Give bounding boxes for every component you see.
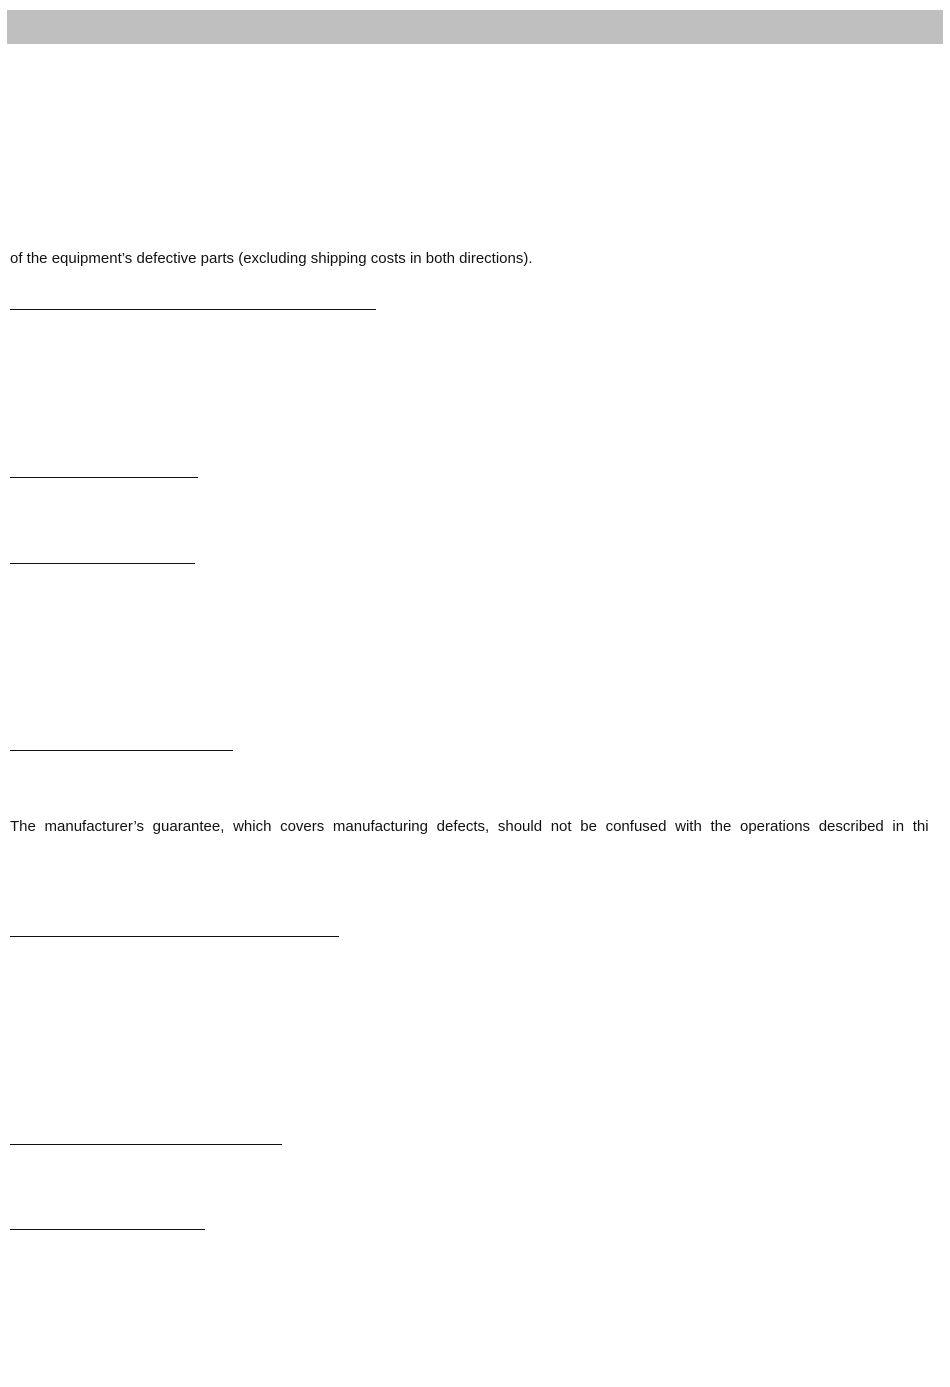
- heading-underline-6: [10, 1144, 282, 1145]
- heading-underline-1: [10, 309, 376, 310]
- shipping-costs-text: of the equipment’s defective parts (excluding shipping costs in both directions).: [10, 250, 533, 267]
- manufacturer-guarantee-text: The manufacturer’s guarantee, which covers manufacturing defects, should not be confused with the operations described in thi: [10, 818, 929, 835]
- heading-underline-3: [10, 563, 195, 564]
- section-header-bar: [7, 10, 943, 44]
- heading-underline-4: [10, 750, 233, 751]
- heading-underline-2: [10, 477, 198, 478]
- heading-underline-5: [10, 936, 339, 937]
- heading-underline-7: [10, 1229, 205, 1230]
